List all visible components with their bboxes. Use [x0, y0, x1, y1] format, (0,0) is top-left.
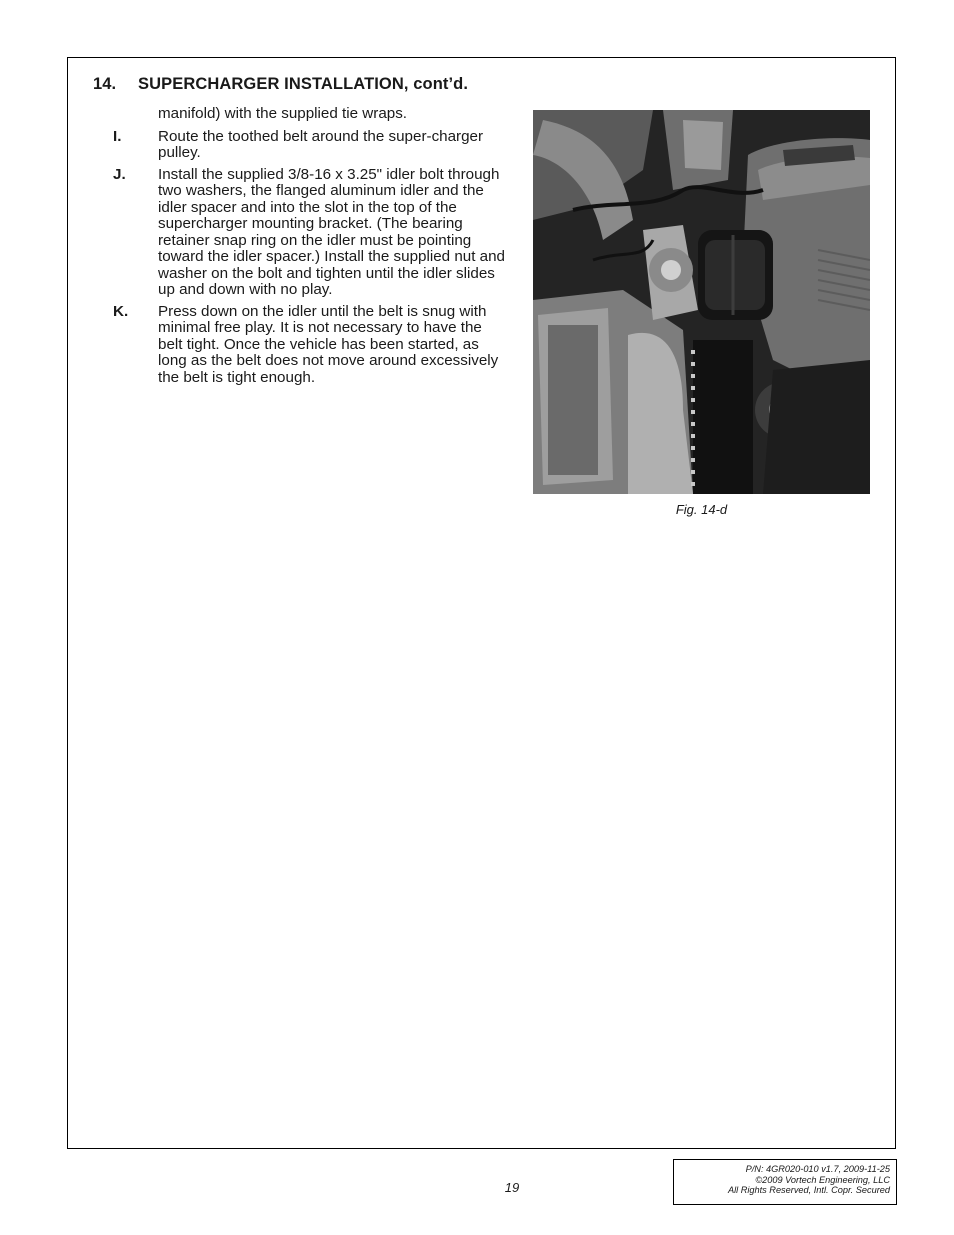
- step-text: Press down on the idler until the belt is snug with minimal free play. It is not necessary to have the belt tight. Once the vehicle has been started, as long as the belt does not move around excessively the belt is tight enough.: [158, 302, 499, 386]
- page-number: 19: [504, 1180, 520, 1195]
- section-title: SUPERCHARGER INSTALLATION, cont’d.: [138, 75, 469, 93]
- rights-notice: All Rights Reserved, Intl. Copr. Secured: [727, 1185, 890, 1195]
- step-i: [110, 129, 510, 162]
- engine-photo-illustration: [533, 110, 870, 494]
- step-letter: J.: [113, 165, 126, 183]
- step-letter: I.: [113, 127, 122, 145]
- part-number: P/N: 4GR020-010 v1.7, 2009-11-25: [745, 1164, 890, 1174]
- step-letter: K.: [113, 302, 129, 320]
- figure-caption: Fig. 14-d: [675, 502, 728, 517]
- copyright: ©2009 Vortech Engineering, LLC: [755, 1174, 890, 1185]
- section-number: 14.: [93, 75, 117, 93]
- section-heading: [93, 75, 468, 94]
- step-k: [110, 304, 510, 387]
- continuation-text: manifold) with the supplied tie wraps.: [158, 105, 408, 122]
- footer-meta: [728, 1164, 890, 1196]
- engine-photo: [533, 110, 870, 494]
- step-j: [110, 167, 510, 299]
- step-text: Route the toothed belt around the super-charger pulley.: [158, 127, 484, 161]
- step-text: Install the supplied 3/8-16 x 3.25" idler bolt through two washers, the flanged aluminum idler and the idler spacer and into the slot in the top of the supercharger mounting bracket. (The bearing retainer snap ring on the idler must be pointing toward the idler spacer.) Install the supplied nut and washer on the bolt and tighten until the idler slides up and down with no play.: [158, 165, 505, 298]
- footer-info-box: [673, 1159, 897, 1205]
- instructions-column: [110, 106, 510, 391]
